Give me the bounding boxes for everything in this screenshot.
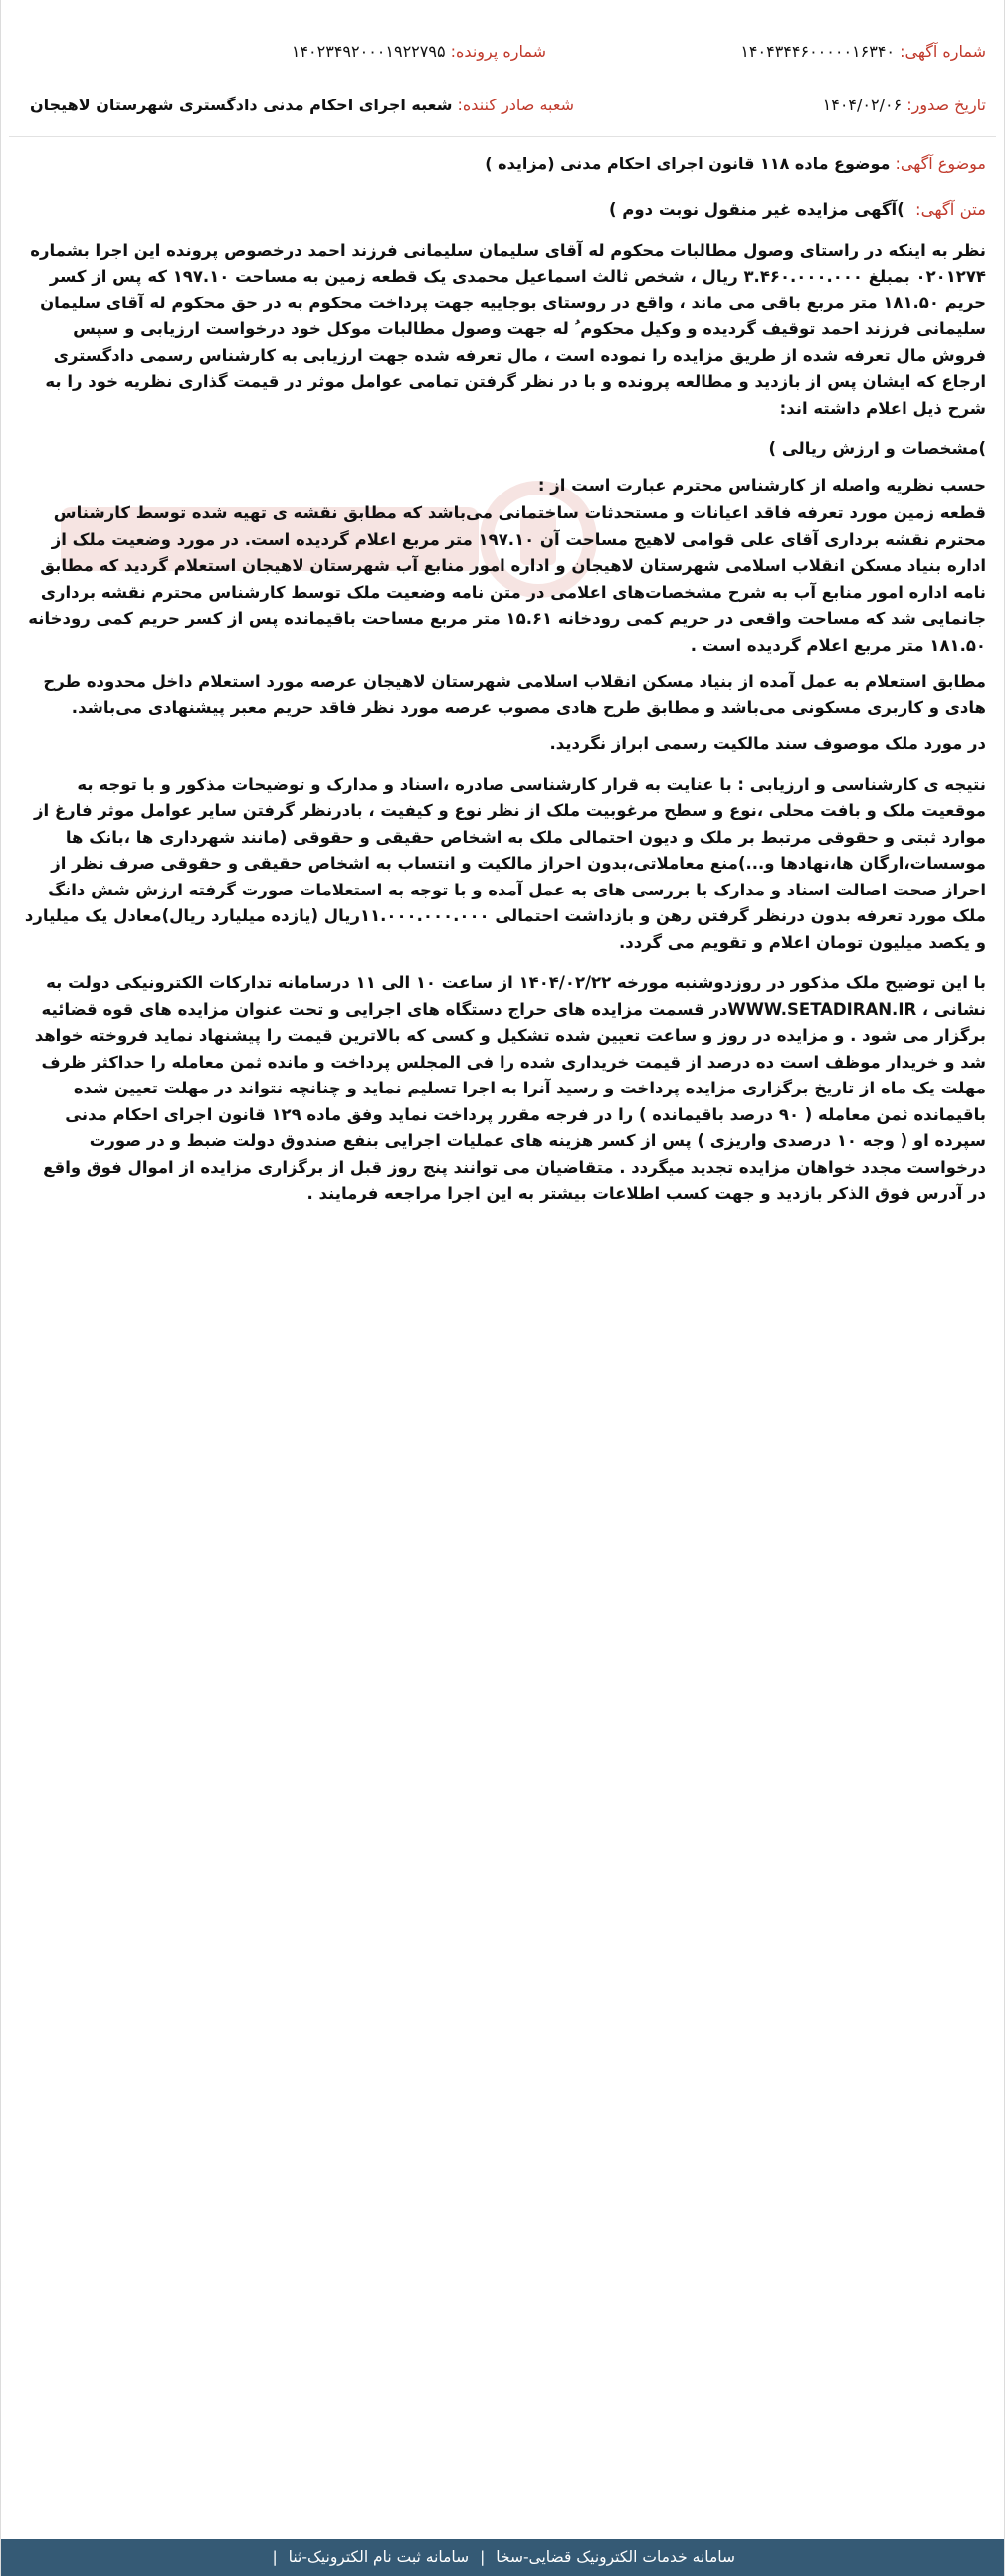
ad-text-label: متن آگهی: bbox=[915, 200, 986, 219]
ad-title: )آگهی مزایده غیر منقول نوبت دوم ) bbox=[608, 200, 904, 219]
paragraph-valuation: نتیجه ی کارشناسی و ارزیابی : با عنایت به قرار کارشناسی صادره ،اسناد و مدارک و توضیحات مذکور و با توجه به موقعیت ملک و بافت محلی ،نوع و سطح مرغوبیت ملک از نظر نوع و کیفیت ، بادرنظر گرفتن سایر عوامل موثر فارغ از موارد ثبتی و حقوقی مرتبط بر ملک و دیون احتمالی ملک به اشخاص حقیقی و حقوقی (مانند شهرداری ها ،بانک ها موسسات،ارگان ها،نهادها و...)منع معاملاتی،بدون احراز مالکیت و انتساب به اشخاص حقیقی و حقوقی صرف نظر از احراز صحت اصالت اسناد و مدارک با بررسی های به عمل آمده و با توجه به استعلامات صورت گرفته ارزش شش دانگ ملک مورد تعرفه بدون درنظر گرفتن رهن و بازداشت احتمالی ۱۱.۰۰۰.۰۰۰.۰۰۰ریال (یازده میلیارد ریال)معادل یک میلیارد و یکصد میلیون تومان اعلام و تقویم می گردد. bbox=[24, 774, 986, 952]
subject-row bbox=[485, 154, 986, 173]
paragraph-land-description: قطعه زمین مورد تعرفه فاقد اعیانات و مستحدثات ساختمانی می‌باشد که مطابق نقشه ی تهیه شده توسط کارشناس محترم نقشه برداری آقای علی قوامی لاهیج مساحت آن ۱۹۷.۱۰ متر مربع اعلام گردیده است. در مورد وضعیت ملک از اداره بنیاد مسکن انقلاب اسلامی شهرستان لاهیجان و اداره امور منابع آب شهرستان لاهیجان استعلام گردید که مطابق نامه اداره امور منابع آب به شرح مشخصات‌های اعلامی در متن نامه وضعیت ملک توسط کارشناس محترم نقشه برداری جانمایی شد که مساحت واقعی در حریم کمی رودخانه ۱۵.۶۱ متر مربع مساحت باقیمانده پس از کسر حریم کمی رودخانه ۱۸۱.۵۰ متر مربع اعلام گردیده است . bbox=[28, 503, 986, 655]
ad-number-label: شماره آگهی: bbox=[900, 42, 986, 61]
ad-number-value: ۱۴۰۴۳۴۴۶۰۰۰۰۰۱۶۳۴۰ bbox=[740, 42, 896, 61]
case-number-value: ۱۴۰۲۳۴۹۲۰۰۰۱۹۲۲۷۹۵ bbox=[291, 42, 446, 61]
issue-date bbox=[823, 96, 986, 114]
issuer-value: شعبه اجرای احکام مدنی دادگستری شهرستان لاهیجان bbox=[29, 96, 453, 114]
paragraph-ownership: در مورد ملک موصوف سند مالکیت رسمی ابراز نگردید. bbox=[549, 734, 986, 753]
ad-body bbox=[23, 197, 986, 1218]
subject-label: موضوع آگهی: bbox=[895, 154, 986, 173]
paragraph-auction-terms: با این توضیح ملک مذکور در روزدوشنبه مورخه ۱۴۰۴/۰۲/۲۲ از ساعت ۱۰ الی ۱۱ درسامانه تدارکات الکترونیکی دولت به نشانی ، WWW.SETADIRAN.IRدر قسمت مزایده های حراج دستگاه های اجرایی و تحت عنوان مزایده های قوه قضائیه برگزار می شود . و مزایده در روز و ساعت تعیین شده تشکیل و کسی که بالاترین قیمت را پیشنهاد نماید فروخته خواهد شد و خریدار موظف است ده درصد از قیمت خریداری شده را فی المجلس پرداخت و مانده ثمن معامله را حداکثر ظرف مهلت یک ماه از تاریخ برگزاری مزایده پرداخت و رسید آنرا به اجرا تسلیم نماید و چنانچه نتواند در مهلت تعیین شده باقیمانده ثمن معامله ( ۹۰ درصد باقیمانده ) را در فرجه مقرر پرداخت نماید وفق ماده ۱۲۹ قانون اجرای احکام مدنی سپرده او ( وجه ۱۰ درصدی واریزی ) پس از کسر هزینه های عملیات اجرایی بنفع صندوق دولت ضبط و در صورت درخواست مجدد خواهان مزایده تجدید میگردد . متقاضیان می توانند پنج روز قبل از برگزاری مزایده از اموال فوق واقع در آدرس فوق الذکر بازدید و جهت کسب اطلاعات بیشتر به این اجرا مراجعه فرمایند . bbox=[34, 973, 986, 1203]
issuer bbox=[30, 96, 574, 114]
ad-text-row bbox=[23, 197, 986, 224]
case-number-label: شماره پرونده: bbox=[450, 42, 546, 61]
issuer-label: شعبه صادر کننده: bbox=[457, 96, 574, 114]
paragraph-specs-heading: )مشخصات و ارزش ریالی ) bbox=[768, 439, 986, 458]
subject-value: موضوع ماده ۱۱۸ قانون اجرای احکام مدنی (مزایده ) bbox=[485, 154, 891, 173]
footer-link-sakha[interactable]: سامانه خدمات الکترونیک قضایی-سخا bbox=[496, 2548, 735, 2566]
header-divider bbox=[9, 136, 996, 137]
footer-bar bbox=[1, 2539, 1004, 2576]
paragraph-intro: نظر به اینکه در راستای وصول مطالبات محکوم له آقای سلیمان سلیمانی فرزند احمد درخصوص پرونده این اجرا بشماره ۰۲۰۱۲۷۴ بمبلغ ۳.۴۶۰.۰۰۰.۰۰۰ ریال ، شخص ثالث اسماعیل محمدی یک قطعه زمین به مساحت ۱۹۷.۱۰ که پس از کسر حریم ۱۸۱.۵۰ متر مربع باقی می ماند ، واقع در روستای بوجاییه جهت پرداخت محکوم به در حق محکوم له آقای سلیمان سلیمانی فرزند احمد توقیف گردیده و وکیل محکوم ُ له جهت وصول مطالبات موکل خود درخواست ارزیابی و سپس فروش مال تعرفه شده از طریق مزایده را نموده است ، مال تعرفه شده جهت ارزیابی به کارشناس رسمی دادگستری ارجاع که ایشان پس از بازدید و مطالعه پرونده و با در نظر گرفتن تمامی عوامل موثر در قیمت گذاری نظریه خود را به شرح ذیل اعلام داشته اند: bbox=[30, 240, 986, 418]
footer-separator-end: | bbox=[272, 2548, 278, 2566]
footer-link-sana[interactable]: سامانه ثبت نام الکترونیک-ثنا bbox=[288, 2548, 470, 2566]
issue-date-value: ۱۴۰۴/۰۲/۰۶ bbox=[822, 96, 903, 114]
paragraph-expert-opinion: حسب نظریه واصله از کارشناس محترم عبارت است از : bbox=[537, 475, 986, 495]
issue-date-label: تاریخ صدور: bbox=[906, 96, 986, 114]
case-number bbox=[292, 42, 546, 61]
footer-separator: | bbox=[480, 2548, 486, 2566]
ad-number bbox=[740, 42, 986, 61]
paragraph-housing-inquiry: مطابق استعلام به عمل آمده از بنیاد مسکن انقلاب اسلامی شهرستان لاهیجان عرصه مورد استعلام داخل محدوده طرح هادی و کاربری مسکونی می‌باشد و مطابق طرح هادی مصوب عرصه مورد نظر فاقد حریم معبر پیشنهادی می‌باشد. bbox=[43, 672, 986, 717]
